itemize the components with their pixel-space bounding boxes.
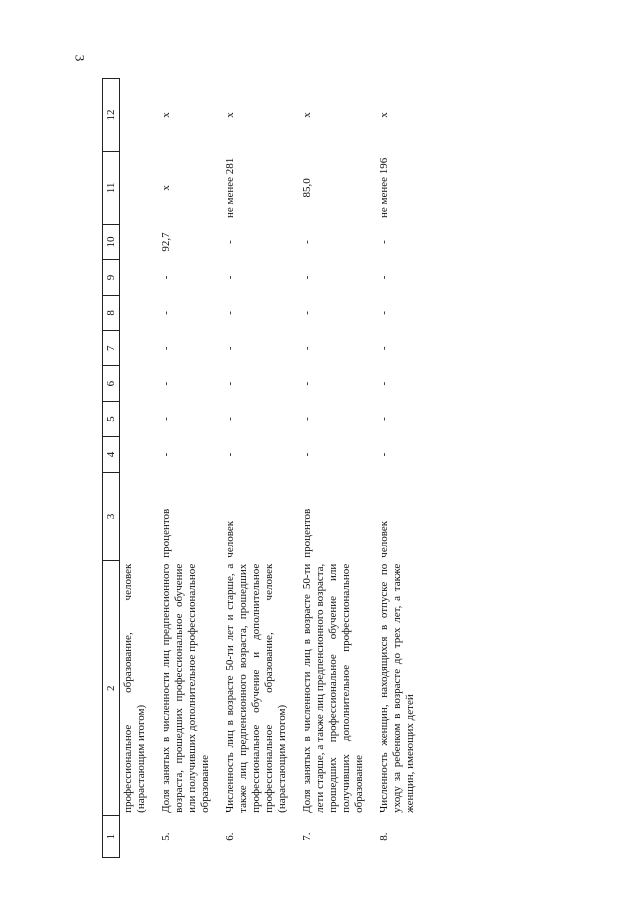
value-cell: - [301, 381, 313, 386]
row-number: 6. [224, 832, 236, 841]
column-number: 7 [103, 331, 120, 366]
value-cell [120, 224, 157, 259]
value-cell: х [160, 185, 172, 191]
unit-cell: человек [224, 520, 236, 558]
value-cell: - [378, 417, 390, 421]
value-cell [120, 437, 157, 472]
column-number: 5 [103, 401, 120, 436]
indicator-description: Доля занятых в численности лиц предпенсионного возраста, прошедших профессиональное обучение или получивших дополнительное профессиональное образование [160, 563, 211, 813]
value-cell [120, 151, 157, 224]
value-cell: - [160, 311, 172, 315]
column-number: 2 [103, 561, 120, 816]
column-number: 12 [103, 79, 120, 152]
value-cell: х [160, 112, 172, 118]
value-cell: - [160, 417, 172, 421]
value-cell: - [224, 311, 236, 315]
value-cell: - [224, 417, 236, 421]
value-cell: - [378, 240, 390, 244]
value-cell: - [301, 452, 313, 457]
value-cell: не менее 196 [378, 157, 390, 219]
unit-cell [120, 472, 157, 561]
value-cell [120, 331, 157, 366]
value-cell: - [301, 275, 313, 280]
table-row [297, 79, 374, 858]
value-cell: х [224, 112, 236, 118]
value-cell: - [378, 311, 390, 315]
column-number: 11 [103, 151, 120, 224]
value-cell: - [224, 381, 236, 386]
value-cell [120, 401, 157, 436]
table-row [374, 79, 425, 858]
value-cell: - [160, 275, 172, 280]
row-number: 7. [301, 832, 313, 841]
value-cell [120, 366, 157, 401]
row-number [120, 816, 157, 858]
indicator-description: Численность женщин, находящихся в отпуске по уходу за ребенком в возрасте до трех лет, а также женщин, имеющих детей [378, 563, 416, 813]
value-cell: х [301, 112, 313, 118]
column-number-row [103, 79, 120, 858]
column-number: 4 [103, 437, 120, 472]
value-cell: - [160, 346, 172, 351]
value-cell: - [378, 275, 390, 280]
unit-cell: человек [378, 520, 390, 558]
indicator-description: Численность лиц в возрасте 50-ти лет и старше, а также лиц предпенсионного возраста, прошедших профессиональное обучение и дополнительное профессиональное образование, человек (нарастающим итогом) [224, 563, 288, 813]
value-cell: - [224, 240, 236, 244]
value-cell: - [301, 417, 313, 421]
value-cell [120, 79, 157, 152]
value-cell: - [301, 311, 313, 315]
unit-cell: процентов [160, 508, 172, 558]
row-number: 8. [378, 832, 390, 841]
value-cell: - [378, 452, 390, 457]
column-number: 1 [103, 816, 120, 858]
value-cell: - [224, 452, 236, 457]
value-cell: - [378, 381, 390, 386]
table-row [220, 79, 297, 858]
indicators-table [102, 78, 425, 858]
value-cell: - [301, 346, 313, 351]
value-cell: - [160, 381, 172, 386]
column-number: 8 [103, 295, 120, 330]
column-number: 3 [103, 472, 120, 561]
value-cell: 85,0 [301, 178, 313, 198]
column-number: 10 [103, 224, 120, 259]
value-cell: х [378, 112, 390, 118]
value-cell: - [224, 346, 236, 351]
value-cell: - [378, 346, 390, 351]
rotated-page [102, 78, 462, 858]
table-row [156, 79, 220, 858]
page-number: 3 [72, 54, 88, 62]
value-cell [120, 295, 157, 330]
value-cell [120, 260, 157, 295]
value-cell: - [224, 275, 236, 280]
value-cell: - [160, 452, 172, 457]
value-cell: не менее 281 [224, 157, 236, 219]
column-number: 6 [103, 366, 120, 401]
value-cell: 92,7 [160, 232, 172, 252]
column-number: 9 [103, 260, 120, 295]
unit-cell: процентов [301, 508, 313, 558]
indicator-description: Доля занятых в численности лиц в возрасте 50-ти лети старше, а также лиц предпенсионного возраста, прошедших профессиональное обучение или получивших дополнительное профессиональное образование [301, 563, 365, 813]
table-row [120, 79, 157, 858]
indicator-description: профессиональное образование, человек (нарастающим итогом) [122, 563, 147, 813]
row-number: 5. [160, 832, 172, 841]
value-cell: - [301, 240, 313, 244]
